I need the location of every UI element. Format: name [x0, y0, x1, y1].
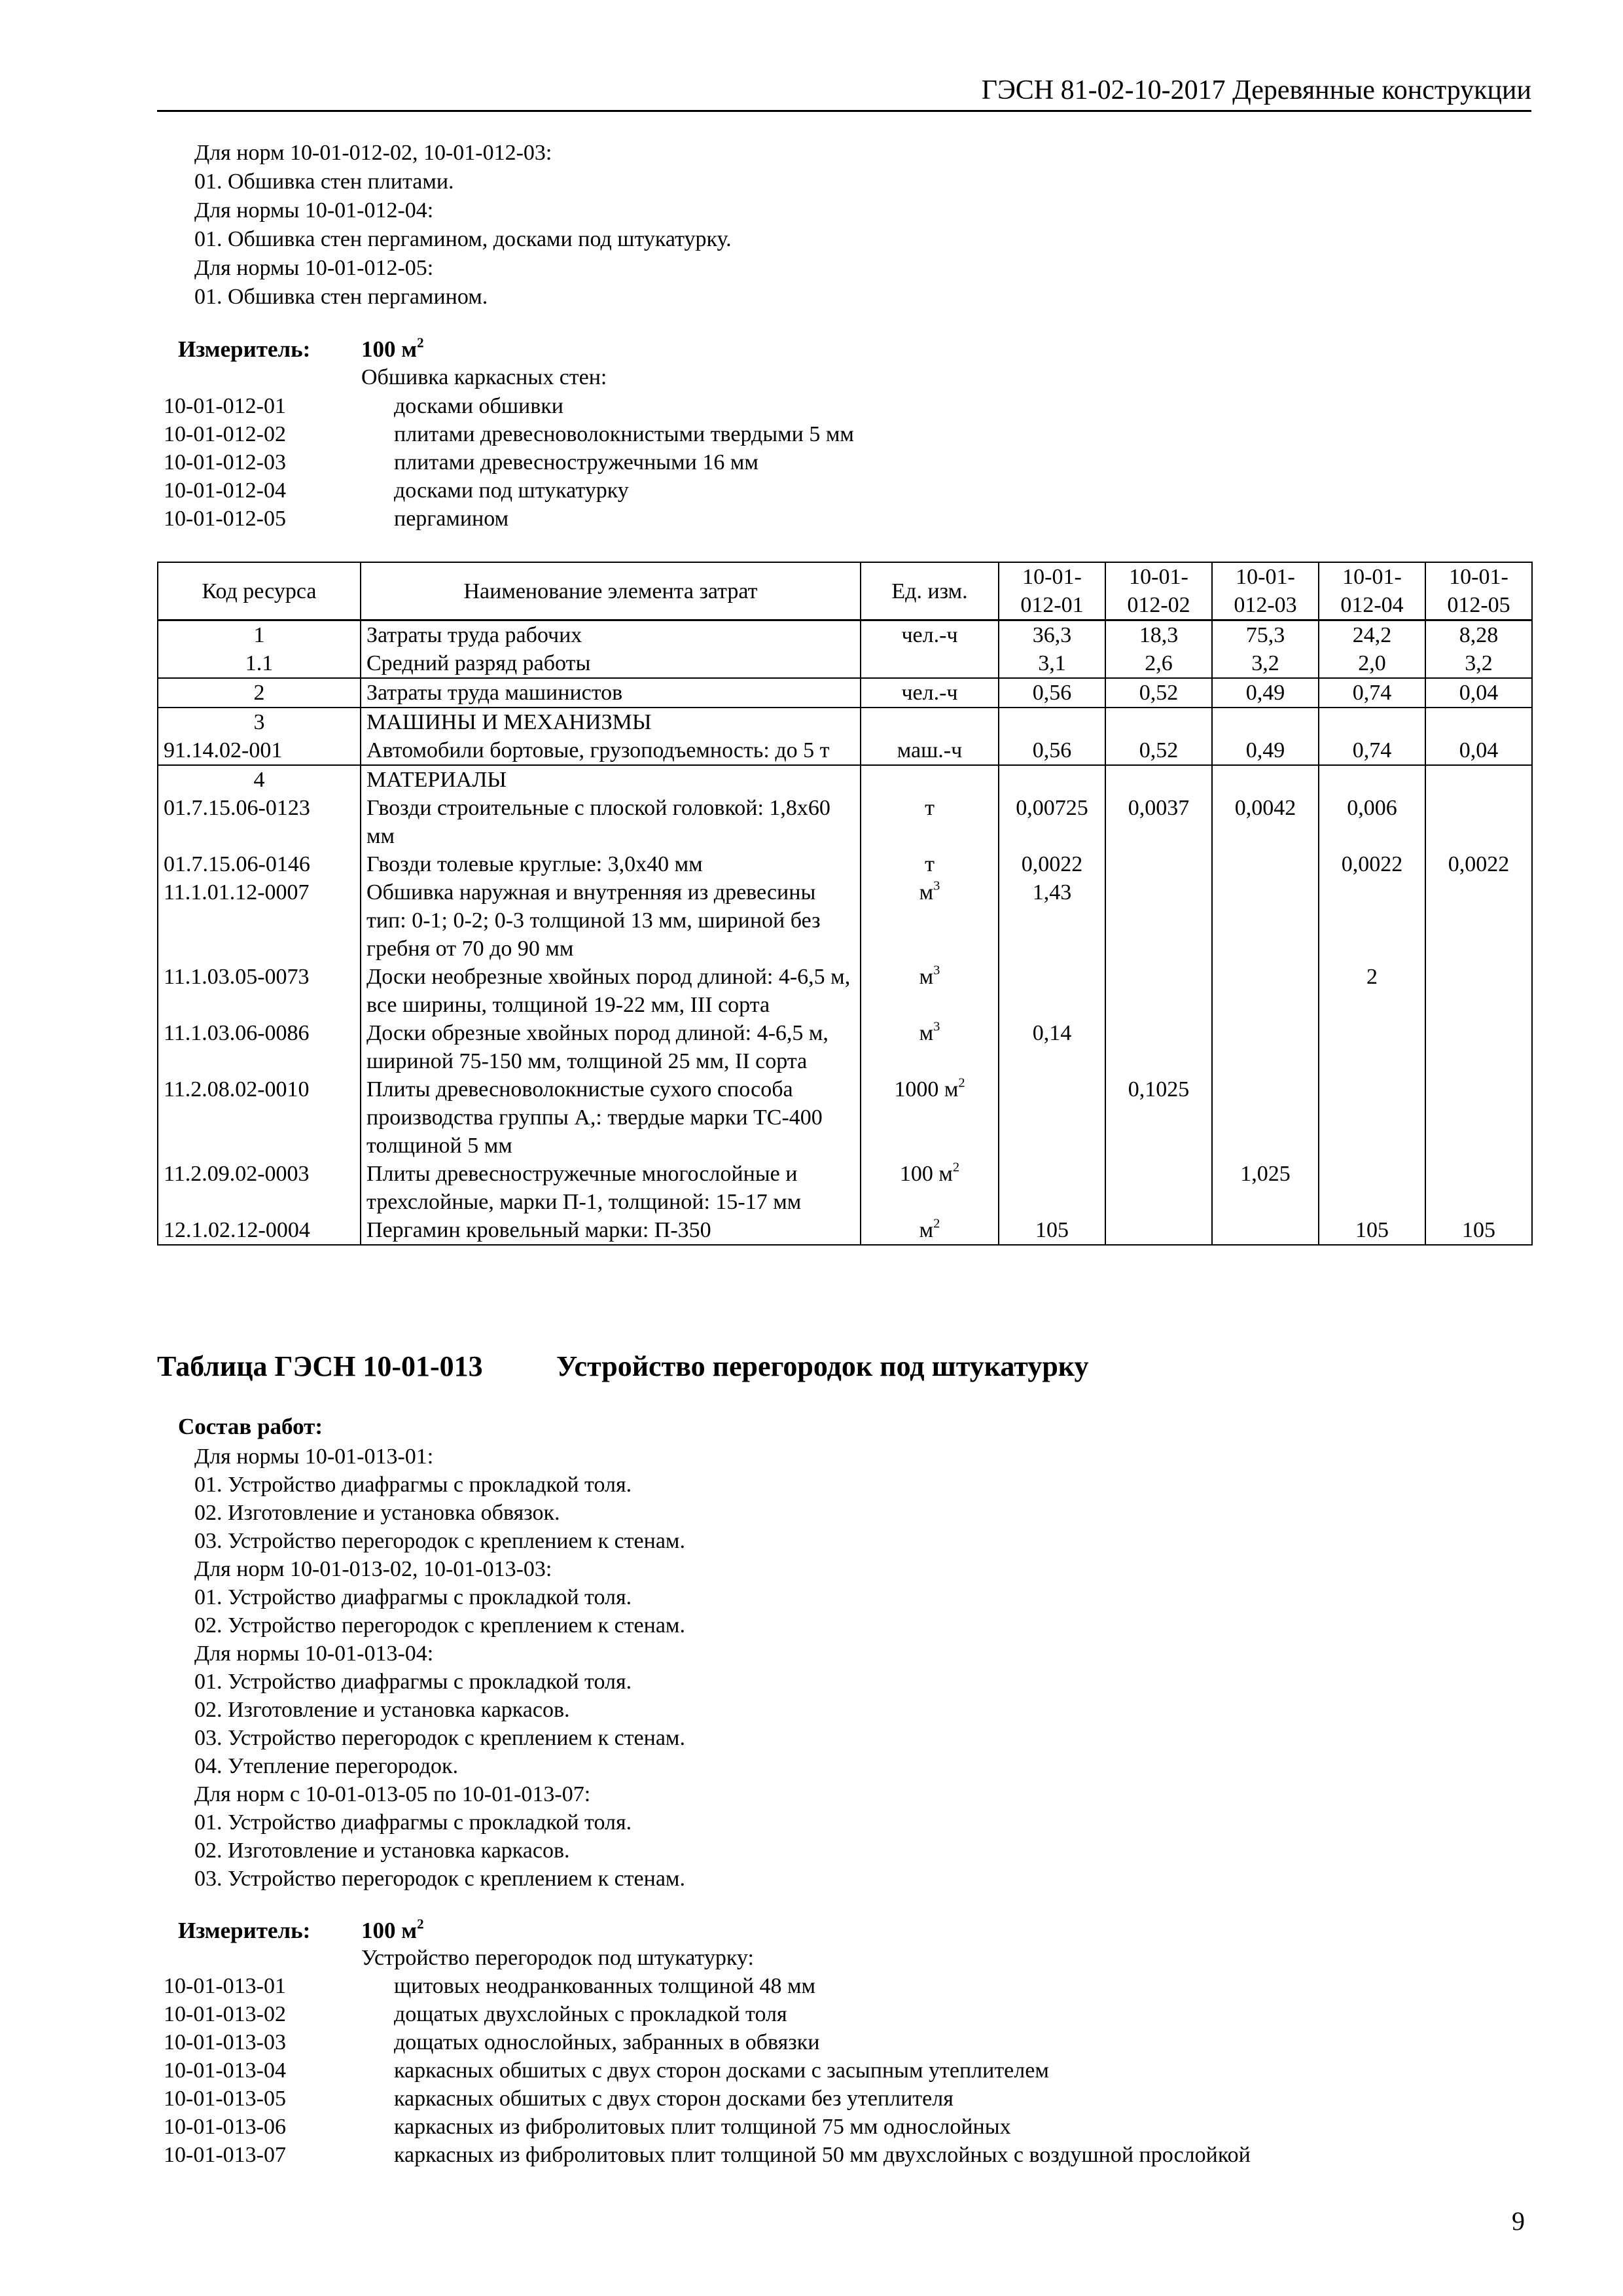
table-row: 2 Затраты труда машинистов чел.-ч 0,56 0,52 0,49 0,74 0,04: [158, 678, 1532, 708]
norm-code: 10-01-012-01: [164, 394, 286, 418]
norm-code: 10-01-013-01: [164, 1974, 286, 1998]
intro-line: Для нормы 10-01-012-05:: [194, 256, 434, 280]
header-unit: Ед. изм.: [861, 562, 999, 620]
norm-code: 10-01-013-07: [164, 2143, 286, 2167]
table-row: 11.2.08.02-0010 Плиты древесноволокнистые сухого способа производства группы А,: твердые марки ТС-400 толщиной 5 мм 1000 $м^2$ 0,1025: [158, 1075, 1532, 1160]
norm-desc: пергамином: [394, 507, 509, 531]
header-name: Наименование элемента затрат: [361, 562, 861, 620]
norm-code: 10-01-012-05: [164, 507, 286, 531]
page-number: 9: [1512, 2206, 1525, 2236]
document-header: [157, 71, 1531, 112]
table-section-row: 4 МАТЕРИАЛЫ: [158, 765, 1532, 794]
work-line: 04. Утепление перегородок.: [194, 1754, 459, 1778]
norm-desc: досками обшивки: [394, 394, 563, 418]
norm-code: 10-01-013-05: [164, 2087, 286, 2111]
work-line: 02. Изготовление и установка каркасов.: [194, 1839, 570, 1863]
header-norm: 10-01- 012-02: [1105, 562, 1212, 620]
intro-line: 01. Обшивка стен пергамином.: [194, 285, 488, 309]
table-row: 11.2.09.02-0003 Плиты древесностружечные многослойные и трехслойные, марки П-1, толщиной: 15-17 мм 100 $м^2$ 1,025: [158, 1160, 1532, 1216]
header-norm: 10-01- 012-05: [1425, 562, 1532, 620]
intro-line: 01. Обшивка стен плитами.: [194, 170, 454, 194]
norm-desc: плитами древесностружечными 16 мм: [394, 450, 758, 475]
table-row: 1 Затраты труда рабочих чел.-ч 36,3 18,3 75,3 24,2 8,28: [158, 620, 1532, 650]
work-line: 02. Устройство перегородок с креплением к стенам.: [194, 1613, 685, 1638]
table-section-row: 3 МАШИНЫ И МЕХАНИЗМЫ: [158, 708, 1532, 736]
work-line: 01. Устройство диафрагмы с прокладкой толя.: [194, 1670, 632, 1694]
norm-desc: каркасных обшитых с двух сторон досками с засыпным утеплителем: [394, 2058, 1049, 2083]
norm-desc: каркасных обшитых с двух сторон досками без утеплителя: [394, 2087, 954, 2111]
header-norm: 10-01- 012-03: [1212, 562, 1319, 620]
table-row: 12.1.02.12-0004 Пергамин кровельный марки: П-350 $м^2$ 105 105 105: [158, 1216, 1532, 1245]
table-row: 1.1 Средний разряд работы 3,1 2,6 3,2 2,0 3,2: [158, 649, 1532, 678]
header-norm: 10-01- 012-01: [999, 562, 1105, 620]
work-line: 03. Устройство перегородок с креплением к стенам.: [194, 1529, 685, 1553]
table-row: 01.7.15.06-0146 Гвозди толевые круглые: 3,0х40 мм т 0,0022 0,0022 0,0022: [158, 850, 1532, 878]
section-title-code: Таблица ГЭСН 10-01-013: [157, 1350, 483, 1382]
work-line: 02. Изготовление и установка каркасов.: [194, 1698, 570, 1722]
norm-desc: каркасных из фибролитовых плит толщиной 50 мм двухслойных с воздушной прослойкой: [394, 2143, 1251, 2167]
table-row: 11.1.01.12-0007 Обшивка наружная и внутренняя из древесины тип: 0-1; 0-2; 0-3 толщиной 13 мм, шириной без гребня от 70 до 90 мм $м^3$ 1,43: [158, 878, 1532, 963]
work-line: Для нормы 10-01-013-04:: [194, 1641, 434, 1666]
work-line: 03. Устройство перегородок с креплением к стенам.: [194, 1867, 685, 1891]
work-line: Для норм 10-01-013-02, 10-01-013-03:: [194, 1557, 552, 1581]
norm-desc: дощатых однослойных, забранных в обвязки: [394, 2030, 820, 2054]
work-line: 01. Устройство диафрагмы с прокладкой толя.: [194, 1585, 632, 1609]
work-line: Для норм с 10-01-013-05 по 10-01-013-07:: [194, 1782, 591, 1806]
measure-caption: Устройство перегородок под штукатурку:: [361, 1946, 754, 1970]
intro-line: 01. Обшивка стен пергамином, досками под штукатурку.: [194, 227, 732, 251]
section-title-name: Устройство перегородок под штукатурку: [556, 1350, 1089, 1382]
norm-desc: дощатых двухслойных с прокладкой толя: [394, 2002, 787, 2026]
work-line: 01. Устройство диафрагмы с прокладкой толя.: [194, 1810, 632, 1835]
norm-code: 10-01-012-04: [164, 478, 286, 503]
norm-code: 10-01-013-03: [164, 2030, 286, 2054]
measure-unit: 100 $м^2$: [361, 334, 424, 362]
section-title: [157, 1350, 1089, 1383]
intro-block: [194, 139, 732, 312]
work-composition-list: [194, 1443, 685, 1893]
table-row: 11.1.03.05-0073 Доски необрезные хвойных пород длиной: 4-6,5 м, все ширины, толщиной 19-22 мм, III сорта $м^3$ 2: [158, 963, 1532, 1019]
table-row: 11.1.03.06-0086 Доски обрезные хвойных пород длиной: 4-6,5 м, шириной 75-150 мм, толщиной 25 мм, II сорта $м^3$ 0,14: [158, 1019, 1532, 1075]
header-norm: 10-01- 012-04: [1319, 562, 1425, 620]
table-row: 91.14.02-001 Автомобили бортовые, грузоподъемность: до 5 т маш.-ч 0,56 0,52 0,49 0,74 0,04: [158, 736, 1532, 765]
measure-caption: Обшивка каркасных стен:: [361, 365, 607, 389]
header-code: Код ресурса: [158, 562, 361, 620]
work-composition-label: Состав работ:: [178, 1414, 323, 1439]
norm-code: 10-01-012-03: [164, 450, 286, 475]
header-title: ГЭСН 81-02-10-2017 Деревянные конструкции: [981, 75, 1531, 105]
norm-code: 10-01-012-02: [164, 422, 286, 446]
norm-code: 10-01-013-06: [164, 2115, 286, 2139]
norm-desc: досками под штукатурку: [394, 478, 629, 503]
resource-table: [157, 562, 1533, 1246]
work-line: 02. Изготовление и установка обвязок.: [194, 1501, 560, 1525]
measure-label: Измеритель:: [178, 336, 311, 362]
intro-line: Для норм 10-01-012-02, 10-01-012-03:: [194, 141, 552, 165]
work-line: 01. Устройство диафрагмы с прокладкой толя.: [194, 1473, 632, 1497]
table-header-row: [158, 562, 1532, 620]
intro-line: Для нормы 10-01-012-04:: [194, 198, 434, 223]
table-row: 01.7.15.06-0123 Гвозди строительные с плоской головкой: 1,8х60 мм т 0,00725 0,0037 0,0042 0,006: [158, 794, 1532, 850]
work-line: 03. Устройство перегородок с креплением к стенам.: [194, 1726, 685, 1750]
work-line: Для нормы 10-01-013-01:: [194, 1444, 434, 1469]
norm-desc: плитами древесноволокнистыми твердыми 5 мм: [394, 422, 854, 446]
measure-unit: 100 $м^2$: [361, 1916, 424, 1943]
norm-code: 10-01-013-04: [164, 2058, 286, 2083]
norm-desc: щитовых неодранкованных толщиной 48 мм: [394, 1974, 816, 1998]
norm-code: 10-01-013-02: [164, 2002, 286, 2026]
measure-label: Измеритель:: [178, 1918, 311, 1943]
norm-desc: каркасных из фибролитовых плит толщиной 75 мм однослойных: [394, 2115, 1011, 2139]
